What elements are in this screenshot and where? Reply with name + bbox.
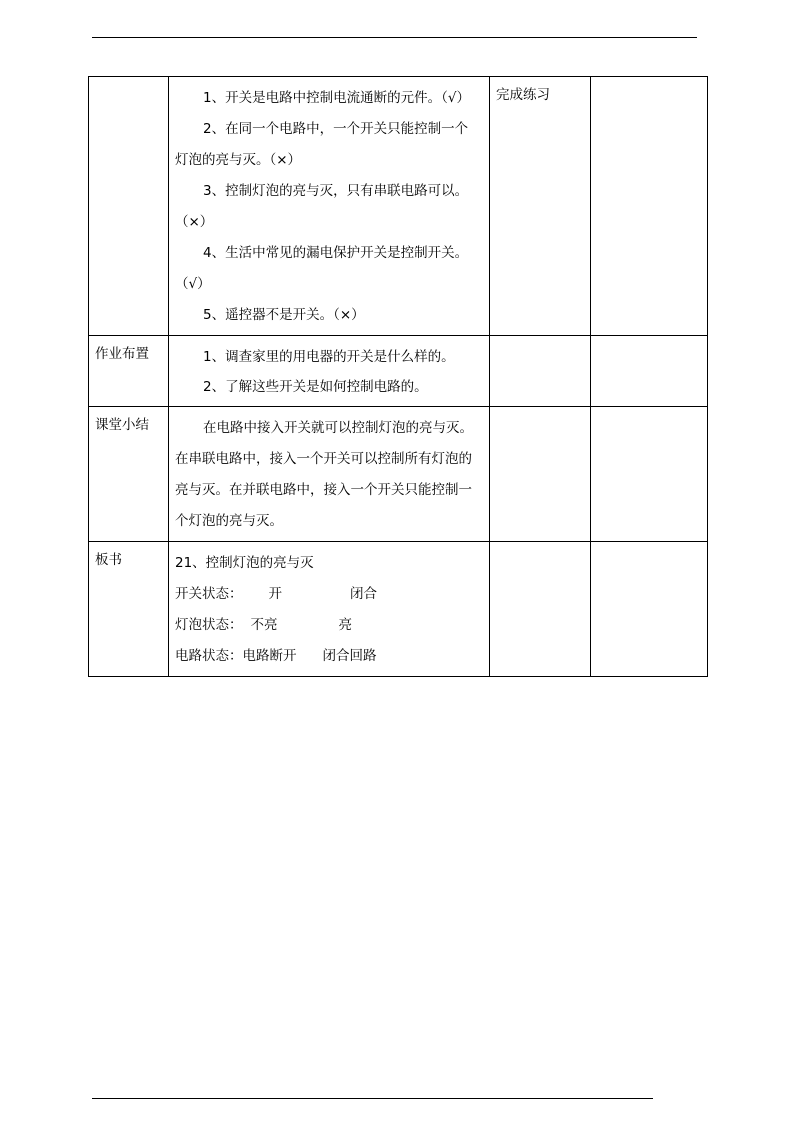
practice-line: （×） (175, 214, 214, 230)
table-row-practice (89, 77, 708, 336)
summary-line: 在串联电路中，接入一个开关可以控制所有灯泡的 (175, 451, 472, 467)
practice-line: 3、控制灯泡的亮与灭，只有串联电路可以。 (203, 183, 469, 199)
summary-activity-cell (490, 407, 591, 542)
board-notes-cell (591, 542, 708, 677)
board-row-label: 开关状态： (175, 586, 243, 602)
practice-line: 4、生活中常见的漏电保护开关是控制开关。 (203, 245, 469, 261)
practice-line: 2、在同一个电路中，一个开关只能控制一个 (203, 121, 469, 137)
lesson-plan-table (88, 76, 708, 677)
homework-notes-cell (591, 336, 708, 407)
board-row-state-a: 电路断开 (242, 648, 297, 664)
summary-line: 个灯泡的亮与灭。 (175, 513, 283, 529)
practice-content-cell (169, 77, 490, 336)
board-row-bulb (175, 610, 484, 641)
summary-line: 亮与灭。在并联电路中，接入一个开关只能控制一 (175, 482, 472, 498)
table-row-summary (89, 407, 708, 542)
table-row-board (89, 542, 708, 677)
homework-content-cell (169, 336, 490, 407)
homework-activity-cell (490, 336, 591, 407)
board-content-cell (169, 542, 490, 677)
summary-line: 在电路中接入开关就可以控制灯泡的亮与灭。 (203, 420, 473, 436)
practice-line: （√） (175, 276, 211, 292)
practice-activity-cell: 完成练习 (490, 77, 591, 336)
board-row-label: 灯泡状态： (175, 617, 243, 633)
board-row-label: 电路状态： (175, 648, 243, 664)
board-title: 21、控制灯泡的亮与灭 (175, 555, 314, 571)
homework-line: 2、了解这些开关是如何控制电路的。 (203, 379, 428, 395)
homework-label: 作业布置 (89, 336, 169, 407)
board-row-state-b: 闭合 (350, 586, 377, 602)
homework-line: 1、调查家里的用电器的开关是什么样的。 (203, 349, 455, 365)
footer-rule (92, 1098, 653, 1099)
board-row-state-a: 开 (268, 586, 282, 602)
practice-line: 灯泡的亮与灭。（×） (175, 152, 302, 168)
board-label: 板书 (89, 542, 169, 677)
table-row-homework (89, 336, 708, 407)
board-row-state-b: 亮 (338, 617, 352, 633)
practice-line: 1、开关是电路中控制电流通断的元件。（√） (203, 90, 470, 106)
practice-notes-cell (591, 77, 708, 336)
practice-label-cell (89, 77, 169, 336)
summary-content-cell (169, 407, 490, 542)
practice-line: 5、遥控器不是开关。（×） (203, 307, 365, 323)
board-row-state-b: 闭合回路 (322, 648, 377, 664)
board-row-circuit (175, 641, 484, 672)
board-row-state-a: 不亮 (250, 617, 278, 633)
summary-notes-cell (591, 407, 708, 542)
summary-label: 课堂小结 (89, 407, 169, 542)
header-rule (92, 37, 697, 38)
board-row-switch (175, 579, 484, 610)
board-activity-cell (490, 542, 591, 677)
